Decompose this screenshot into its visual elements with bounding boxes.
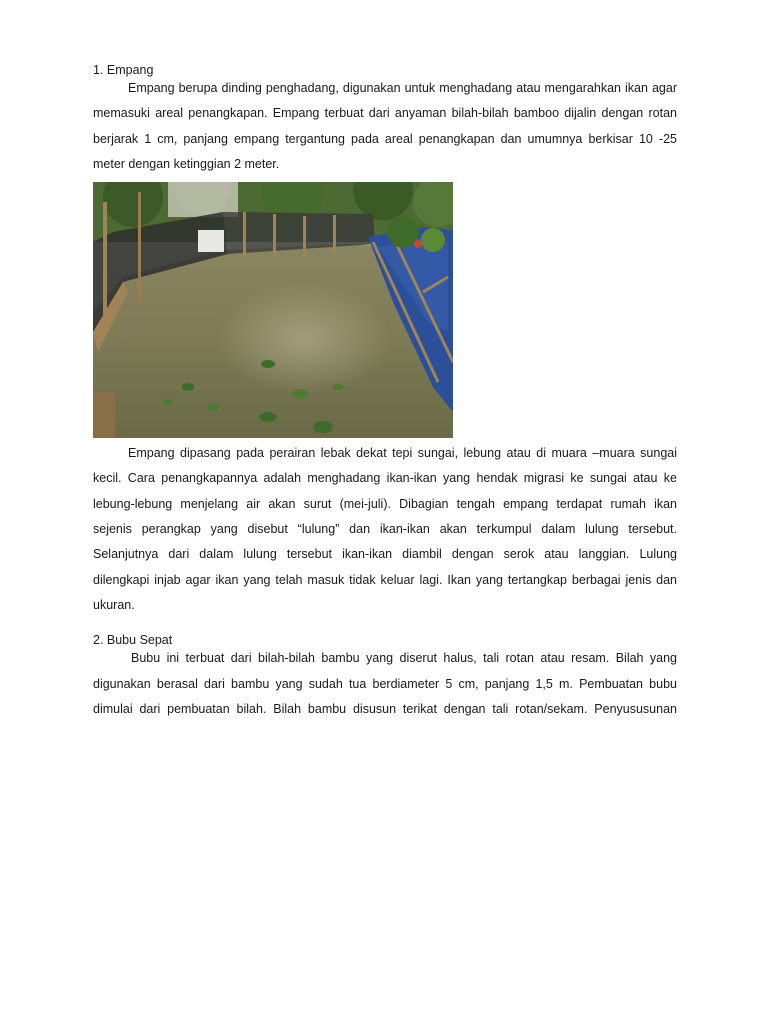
paragraph-line: meter dengan ketinggian 2 meter. <box>93 156 280 171</box>
paragraph-line: kecil. Cara penangkapannya adalah menghadang ikan-ikan yang hendak migrasi ke sungai atau ke <box>93 471 677 486</box>
empang-description-paragraph <box>93 76 677 177</box>
pond-photo-icon <box>93 182 453 438</box>
paragraph-line: Empang berupa dinding penghadang, digunakan untuk menghadang atau mengarahkan ikan agar <box>128 81 677 95</box>
paragraph-line: Empang dipasang pada perairan lebak dekat tepi sungai, lebung atau di muara –muara sungai <box>128 446 677 461</box>
paragraph-line: ukuran. <box>93 597 135 612</box>
pond-photo <box>93 182 453 438</box>
bubu-sepat-paragraph <box>93 646 677 722</box>
paragraph-line: Selanjutnya dari dalam lulung tersebut ikan-ikan diambil dengan serok atau langgian. Lulung <box>93 547 677 562</box>
paragraph-line: memasuki areal penangkapan. Empang terbuat dari anyaman bilah-bilah bamboo dijalin dengan rotan <box>93 106 677 121</box>
paragraph-line: sejenis perangkap yang disebut “lulung” dan ikan-ikan akan terkumpul dalam lulung tersebut. <box>93 522 677 537</box>
section-heading-empang: 1. Empang <box>93 63 154 77</box>
paragraph-line: digunakan berasal dari bambu yang sudah tua berdiameter 5 cm, panjang 1,5 m. Pembuatan bubu <box>93 676 677 691</box>
section-heading-bubu-sepat: 2. Bubu Sepat <box>93 633 173 648</box>
document-page <box>93 62 677 722</box>
empang-usage-paragraph <box>93 441 677 618</box>
paragraph-line: lebung-lebung menjelang air akan surut (mei-juli). Dibagian tengah empang terdapat rumah ikan <box>93 496 677 511</box>
paragraph-line: Bubu ini terbuat dari bilah-bilah bambu yang diserut halus, tali rotan atau resam. Bilah yang <box>131 651 677 666</box>
paragraph-line: dilengkapi injab agar ikan yang telah masuk tidak keluar lagi. Ikan yang tertangkap berbagai jenis dan <box>93 572 677 587</box>
paragraph-line: berjarak 1 cm, panjang empang tergantung pada areal penangkapan dan umumnya berkisar 10 -25 <box>93 131 677 146</box>
paragraph-line: dimulai dari pembuatan bilah. Bilah bambu disusun terikat dengan tali rotan/sekam. Penyususunan <box>93 701 677 716</box>
